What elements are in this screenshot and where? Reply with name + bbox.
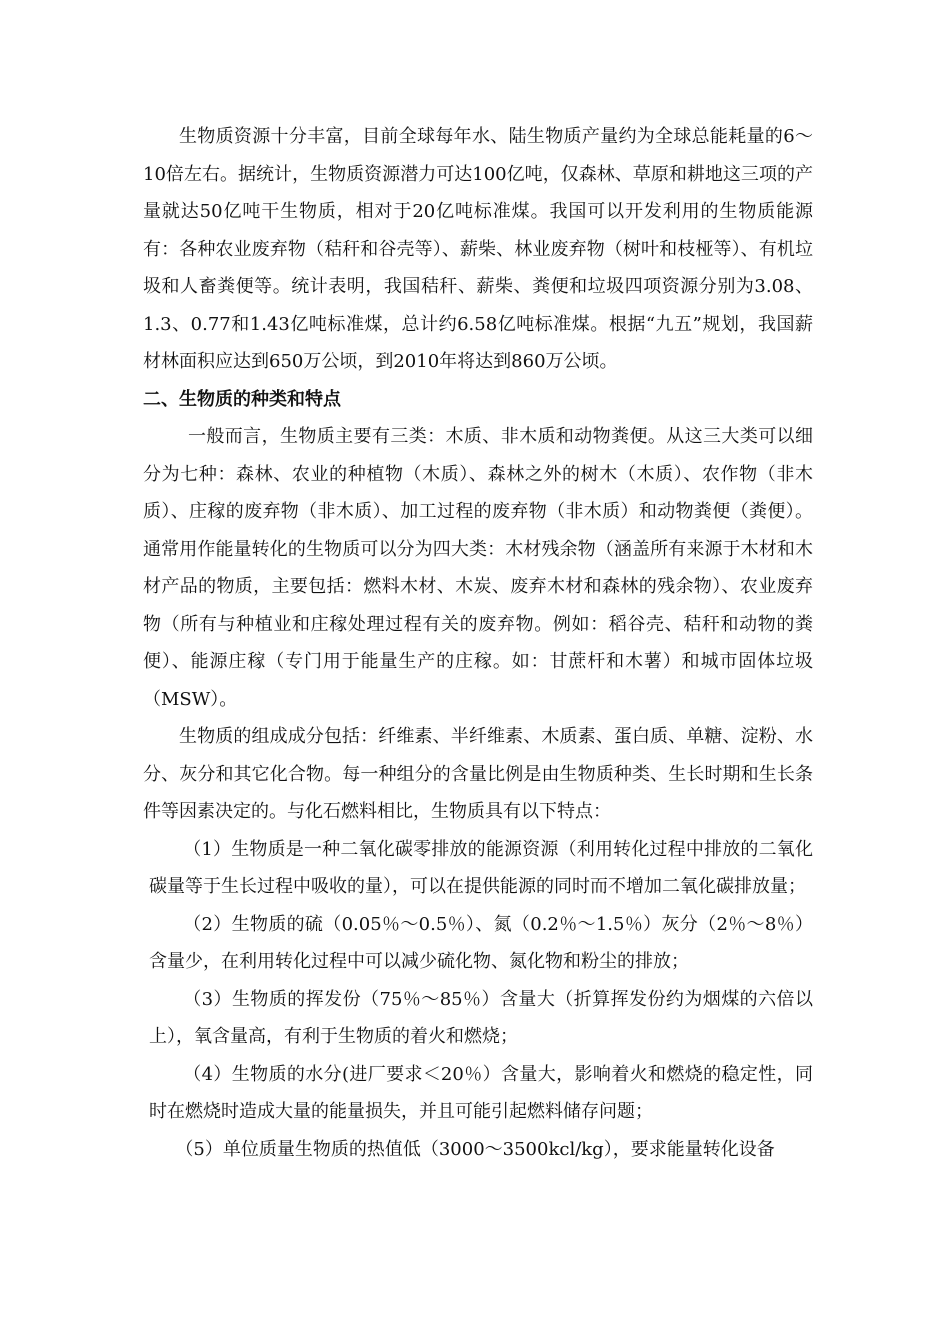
paragraph-biomass-types: 一般而言，生物质主要有三类：木质、非木质和动物粪便。从这三大类可以细分为七种：森林、农业的种植物（木质）、森林之外的树木（木质）、农作物（非木质）、庄稼的废弃物（非木质）、加工过程的废弃物（非木质）和动物粪便（粪便）。通常用作能量转化的生物质可以分为四大类：木材残余物（涵盖所有来源于木材和木材产品的物质，主要包括：燃料木材、木炭、废弃木材和森林的残余物）、农业废弃物（所有与种植业和庄稼处理过程有关的废弃物。例如：稻谷壳、秸秆和动物的粪便）、能源庄稼（专门用于能量生产的庄稼。如：甘蔗杆和木薯）和城市固体垃圾（MSW）。 xyxy=(143,426,813,710)
feature-item-3: （3）生物质的挥发份（75％～85％）含量大（折算挥发份约为烟煤的六倍以上），氧含量高，有利于生物质的着火和燃烧； xyxy=(149,988,813,1047)
document-page xyxy=(143,118,813,1168)
feature-item-4: （4）生物质的水分(进厂要求＜20％）含量大，影响着火和燃烧的稳定性，同时在燃烧时造成大量的能量损失，并且可能引起燃料储存问题； xyxy=(149,1063,813,1122)
paragraph-biomass-composition: 生物质的组成成分包括：纤维素、半纤维素、木质素、蛋白质、单糖、淀粉、水分、灰分和其它化合物。每一种组分的含量比例是由生物质种类、生长时期和生长条件等因素决定的。与化石燃料相比，生物质具有以下特点： xyxy=(143,726,813,822)
feature-item-5: （5）单位质量生物质的热值低（3000～3500kcl/kg），要求能量转化设备 xyxy=(175,1138,775,1160)
feature-item-2: （2）生物质的硫（0.05％～0.5％）、氮（0.2％～1.5％）灰分（2％～8％）含量少，在利用转化过程中可以减少硫化物、氮化物和粉尘的排放； xyxy=(149,913,813,972)
section-heading-types-and-features: 二、生物质的种类和特点 xyxy=(143,388,341,410)
paragraph-biomass-resources: 生物质资源十分丰富，目前全球每年水、陆生物质产量约为全球总能耗量的6～10倍左右。据统计，生物质资源潜力可达100亿吨，仅森林、草原和耕地这三项的产量就达50亿吨干生物质，相对于20亿吨标准煤。我国可以开发利用的生物质能源有：各种农业废弃物（秸秆和谷壳等）、薪柴、林业废弃物（树叶和枝桠等）、有机垃圾和人畜粪便等。统计表明，我国秸秆、薪柴、粪便和垃圾四项资源分别为3.08、1.3、0.77和1.43亿吨标准煤，总计约6.58亿吨标准煤。根据“九五”规划，我国薪材林面积应达到650万公顷，到2010年将达到860万公顷。 xyxy=(143,126,813,372)
feature-item-1: （1）生物质是一种二氧化碳零排放的能源资源（利用转化过程中排放的二氧化碳量等于生长过程中吸收的量），可以在提供能源的同时而不增加二氧化碳排放量； xyxy=(149,838,813,897)
